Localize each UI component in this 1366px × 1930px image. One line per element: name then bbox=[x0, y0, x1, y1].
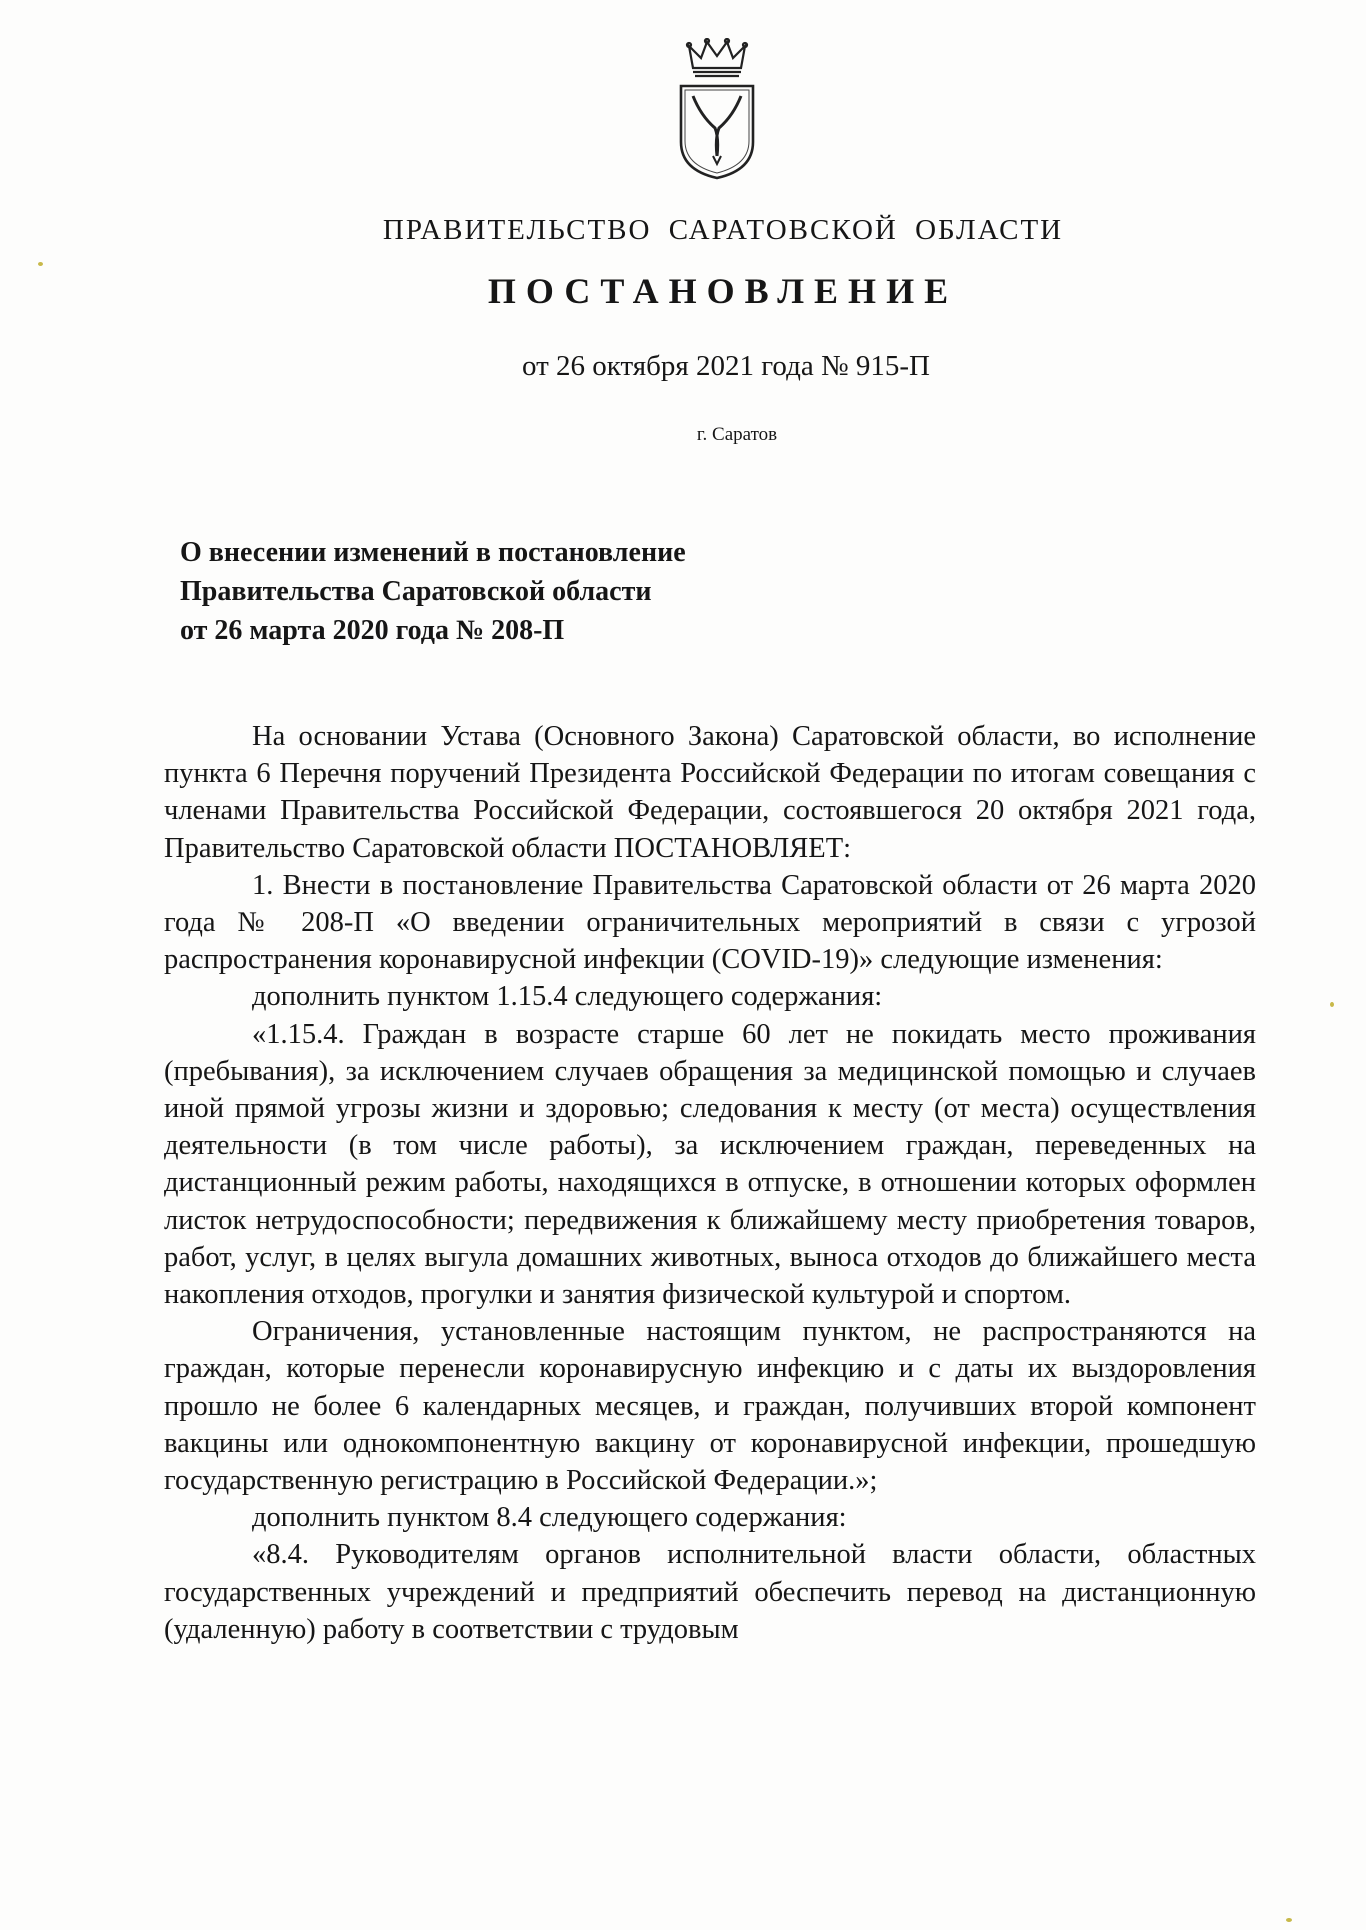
body-paragraph-amendment-intro: дополнить пунктом 1.15.4 следующего содержания: bbox=[252, 981, 883, 1013]
subject-line: О внесении изменений в постановление bbox=[180, 537, 686, 568]
subject-line: Правительства Саратовской области bbox=[180, 576, 652, 607]
body-paragraph-restrictions: Ограничения, установленные настоящим пунктом, не распространяются на граждан, которые перенесли коронавирусную инфекцию и с даты их выздоровления прошло не более 6 календарных месяцев, и граждан, получивших второй компонент вакцины или однокомпонентную вакцину от коронавирусной инфекции, прошедшую государственную регистрацию в Российской Федерации.»; bbox=[164, 1316, 1256, 1497]
subject-line: от 26 марта 2020 года № 208-П bbox=[180, 615, 565, 646]
body-paragraph-amendment-intro-2: дополнить пунктом 8.4 следующего содержания: bbox=[252, 1502, 847, 1534]
scan-speck bbox=[38, 262, 43, 266]
body-paragraph-preamble: На основании Устава (Основного Закона) Саратовской области, во исполнение пункта 6 Перечня поручений Президента Российской Федерации по итогам совещания с членами Правительства Российской Федерации, состоявшегося 20 октября 2021 года, Правительство Саратовской области ПОСТАНОВЛЯЕТ: bbox=[164, 721, 1256, 864]
body-paragraph-item-1: 1. Внести в постановление Правительства Саратовской области от 26 марта 2020 года № 208-П «О введении ограничительных мероприятий в связи с угрозой распространения коронавирусной инфекции (COVID-19)» следующие изменения: bbox=[164, 869, 1256, 976]
scan-speck bbox=[1286, 1918, 1292, 1922]
document-city: г. Саратов bbox=[696, 424, 778, 445]
saratov-coat-of-arms-icon bbox=[675, 38, 759, 180]
document-date-number: от 26 октября 2021 года № 915-П bbox=[522, 350, 930, 382]
document-type-title: ПОСТАНОВЛЕНИЕ bbox=[487, 271, 959, 311]
document-body bbox=[164, 718, 1256, 1648]
body-paragraph-clause-1-15-4: «1.15.4. Граждан в возрасте старше 60 лет не покидать место проживания (пребывания), за исключением случаев обращения за медицинской помощью и случаев иной прямой угрозы жизни и здоровью; следования к месту (от места) осуществления деятельности (в том числе работы), за исключением граждан, переведенных на дистанционный режим работы, находящихся в отпуске, в отношении которых оформлен листок нетрудоспособности; передвижения к ближайшему месту приобретения товаров, работ, услуг, в целях выгула домашних животных, выноса отходов до ближайшего места накопления отходов, прогулки и занятия физической культурой и спортом. bbox=[164, 1018, 1256, 1311]
scan-speck bbox=[1330, 1002, 1334, 1007]
organization-name: ПРАВИТЕЛЬСТВО САРАТОВСКОЙ ОБЛАСТИ bbox=[382, 214, 1064, 246]
document-subject bbox=[180, 533, 686, 650]
body-paragraph-clause-8-4: «8.4. Руководителям органов исполнительной власти области, областных государственных учреждений и предприятий обеспечить перевод на дистанционную (удаленную) работу в соответствии с трудовым bbox=[164, 1539, 1256, 1645]
